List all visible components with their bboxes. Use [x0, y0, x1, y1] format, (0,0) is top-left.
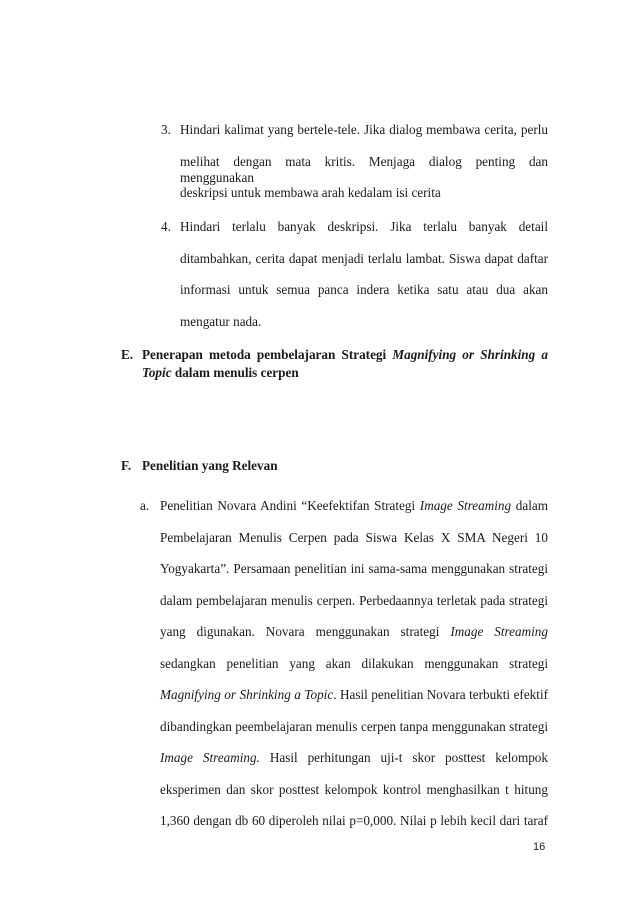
section-heading-e [121, 347, 548, 387]
text-line: Pembelajaran Menulis Cerpen pada Siswa Kelas X SMA Negeri 10 [160, 530, 548, 545]
list-number: a. [140, 498, 150, 513]
text-line: Hindari kalimat yang bertele-tele. Jika dialog membawa cerita, perlu [180, 122, 548, 137]
text-line: Yogyakarta”. Persamaan penelitian ini sama-sama menggunakan strategi [160, 561, 548, 576]
section-label: E. [121, 347, 134, 362]
section-heading-f [121, 458, 421, 476]
text-line: mengatur nada. [180, 314, 262, 329]
text-line: Hindari terlalu banyak deskripsi. Jika terlalu banyak detail [180, 219, 548, 234]
page-number: 16 [533, 841, 546, 853]
heading-line: Penerapan metoda pembelajaran Strategi Magnifying or Shrinking a [142, 347, 548, 362]
text-line: yang digunakan. Novara menggunakan strategi Image Streaming [160, 624, 548, 639]
text-line: Image Streaming. Hasil perhitungan uji-t skor posttest kelompok [160, 750, 548, 765]
section-label: F. [121, 458, 132, 473]
text-line: dalam pembelajaran menulis cerpen. Perbedaannya terletak pada strategi [160, 593, 548, 608]
heading-line: Topic dalam menulis cerpen [142, 365, 299, 380]
text-line: melihat dengan mata kritis. Menjaga dialog penting dan menggunakan [180, 154, 548, 185]
list-number: 3. [161, 122, 171, 137]
text-line: sedangkan penelitian yang akan dilakukan menggunakan strategi [160, 656, 548, 671]
text-line: eksperimen dan skor posttest kelompok kontrol menghasilkan t hitung [160, 782, 548, 797]
text-line: Penelitian Novara Andini “Keefektifan Strategi Image Streaming dalam [160, 498, 548, 513]
text-line: ditambahkan, cerita dapat menjadi terlalu lambat. Siswa dapat daftar [180, 251, 548, 266]
text-line: 1,360 dengan db 60 diperoleh nilai p=0,000. Nilai p lebih kecil dari taraf [160, 813, 548, 828]
text-line: deskripsi untuk membawa arah kedalam isi cerita [180, 185, 441, 200]
list-number: 4. [161, 219, 171, 234]
text-line: dibandingkan peembelajaran menulis cerpen tanpa menggunakan strategi [160, 719, 548, 734]
section-title: Penelitian yang Relevan [142, 458, 278, 473]
text-line: Magnifying or Shrinking a Topic. Hasil penelitian Novara terbukti efektif [160, 687, 548, 702]
text-line: informasi untuk semua panca indera ketika satu atau dua akan [180, 282, 548, 297]
